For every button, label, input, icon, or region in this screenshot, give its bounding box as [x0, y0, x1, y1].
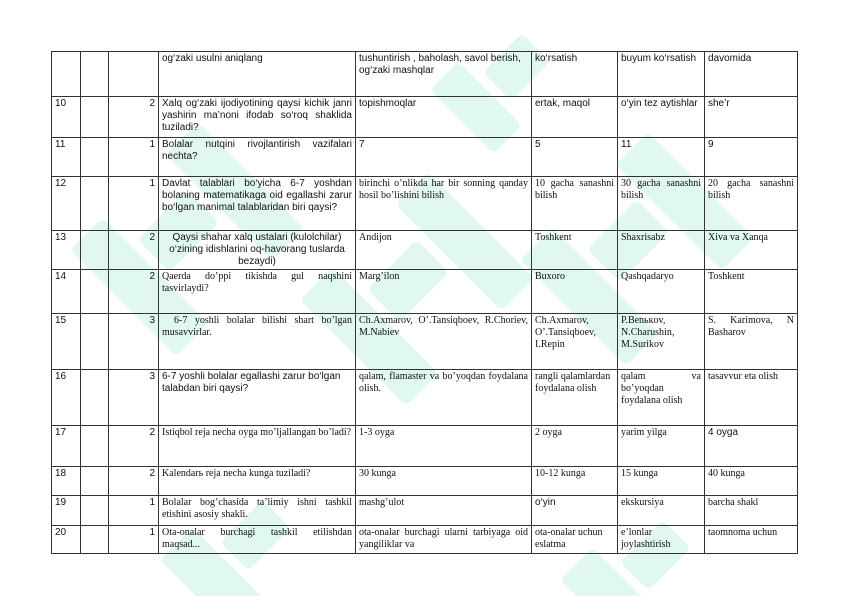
- questions-table: [51, 51, 798, 554]
- answer-b: 10 gacha sanashni bilish: [532, 177, 618, 231]
- answer-d: 20 gacha sanashni bilish: [705, 177, 798, 231]
- answer-d: davomida: [705, 52, 798, 97]
- answer-c: 11: [618, 138, 705, 177]
- answer-b: Buxoro: [532, 270, 618, 314]
- blank-cell: [81, 177, 109, 231]
- row-number: 14: [52, 270, 81, 314]
- answer-b: ko‘rsatish: [532, 52, 618, 97]
- blank-cell: [81, 231, 109, 270]
- row-points: 1: [109, 496, 159, 526]
- answer-d: 9: [705, 138, 798, 177]
- row-points: [109, 52, 159, 97]
- row-points: 3: [109, 314, 159, 370]
- answer-a: 7: [356, 138, 532, 177]
- question-cell: Bolalar bog’chasida ta’limiy ishni tashkil etishini asosiy shakli.: [159, 496, 356, 526]
- table-row: [52, 426, 798, 467]
- row-number: 12: [52, 177, 81, 231]
- question-cell: Xalq og‘zaki ijodiyotining qaysi kichik janri yashirin ma’noni ifodab so‘roq shaklida tuziladi?: [159, 97, 356, 138]
- answer-a: mashg’ulot: [356, 496, 532, 526]
- row-points: 2: [109, 97, 159, 138]
- blank-cell: [81, 270, 109, 314]
- question-cell: Qaysi shahar xalq ustalari (kulolchilar) o‘zining idishlarini oq-havorang tuslarda bezaydi): [159, 231, 356, 270]
- blank-cell: [81, 52, 109, 97]
- row-number: [52, 52, 81, 97]
- row-number: 18: [52, 467, 81, 496]
- blank-cell: [81, 426, 109, 467]
- table-row: [52, 496, 798, 526]
- answer-d: S. Karimova, N Basharov: [705, 314, 798, 370]
- answer-c: buyum ko‘rsatish: [618, 52, 705, 97]
- answer-a: Andijon: [356, 231, 532, 270]
- row-number: 16: [52, 370, 81, 426]
- table-row: [52, 138, 798, 177]
- answer-d: Toshkent: [705, 270, 798, 314]
- answer-d: tasavvur eta olish: [705, 370, 798, 426]
- answer-d: 4 oyga: [705, 426, 798, 467]
- row-points: 2: [109, 270, 159, 314]
- answer-b: ertak, maqol: [532, 97, 618, 138]
- row-points: 2: [109, 467, 159, 496]
- row-number: 15: [52, 314, 81, 370]
- row-points: 2: [109, 231, 159, 270]
- answer-b: 5: [532, 138, 618, 177]
- answer-a: Ch.Axmarov, O’.Tansiqboev, R.Choriev, M.Nabiev: [356, 314, 532, 370]
- answer-d: she’r: [705, 97, 798, 138]
- row-points: 1: [109, 177, 159, 231]
- table-row: [52, 270, 798, 314]
- blank-cell: [81, 314, 109, 370]
- row-points: 2: [109, 426, 159, 467]
- question-cell: Kalendarь reja necha kunga tuziladi?: [159, 467, 356, 496]
- answer-c: e’lonlar joylashtirish: [618, 526, 705, 554]
- row-number: 17: [52, 426, 81, 467]
- table-row: [52, 526, 798, 554]
- answer-b: Toshkent: [532, 231, 618, 270]
- table-row: [52, 467, 798, 496]
- blank-cell: [81, 496, 109, 526]
- answer-d: Xiva va Xanqa: [705, 231, 798, 270]
- blank-cell: [81, 370, 109, 426]
- answer-c: o‘yin tez aytishlar: [618, 97, 705, 138]
- table-row: [52, 231, 798, 270]
- table-row: [52, 314, 798, 370]
- answer-c: 15 kunga: [618, 467, 705, 496]
- answer-a: 30 kunga: [356, 467, 532, 496]
- answer-c: ekskursiya: [618, 496, 705, 526]
- answer-d: taomnoma uchun: [705, 526, 798, 554]
- question-cell: Qaerda do’ppi tikishda gul naqshini tasvirlaydi?: [159, 270, 356, 314]
- question-cell: Ota-onalar burchagi tashkil etilishdan maqsad...: [159, 526, 356, 554]
- row-number: 13: [52, 231, 81, 270]
- answer-a: birinchi o’nlikda har bir sonning qanday hosil bo’lishini bilish: [356, 177, 532, 231]
- answer-c: yarim yilga: [618, 426, 705, 467]
- row-number: 20: [52, 526, 81, 554]
- table-row: [52, 97, 798, 138]
- answer-a: ota-onalar burchagi ularni tarbiyaga oid yangiliklar va: [356, 526, 532, 554]
- answer-b: ota-onalar uchun eslatma: [532, 526, 618, 554]
- answer-a: Marg’ilon: [356, 270, 532, 314]
- answer-b: Ch.Axmarov, O’.Tansiqboev, I.Repin: [532, 314, 618, 370]
- answer-b: o‘yin: [532, 496, 618, 526]
- answer-c: 30 gacha sanashni bilish: [618, 177, 705, 231]
- table-row: [52, 177, 798, 231]
- blank-cell: [81, 138, 109, 177]
- table-row: [52, 370, 798, 426]
- row-number: 10: [52, 97, 81, 138]
- blank-cell: [81, 97, 109, 138]
- question-cell: 6-7 yoshli bolalar egallashi zarur bo‘lgan talabdan biri qaysi?: [159, 370, 356, 426]
- row-points: 1: [109, 138, 159, 177]
- answer-b: 2 oyga: [532, 426, 618, 467]
- question-cell: og‘zaki usulni aniqlang: [159, 52, 356, 97]
- row-points: 1: [109, 526, 159, 554]
- answer-c: qalam va bo’yoqdan foydalana olish: [618, 370, 705, 426]
- answer-a: tushuntirish , baholash, savol berish, og‘zaki mashqlar: [356, 52, 532, 97]
- answer-a: 1-3 oyga: [356, 426, 532, 467]
- table-row: [52, 52, 798, 97]
- row-points: 3: [109, 370, 159, 426]
- question-cell: Davlat talablari bo‘yicha 6-7 yoshdan bolaning matematikaga oid egallashi zarur bo‘lgan manimal talablaridan biri qaysi?: [159, 177, 356, 231]
- answer-a: qalam, flamaster va bo’yoqdan foydalana olish.: [356, 370, 532, 426]
- blank-cell: [81, 467, 109, 496]
- row-number: 19: [52, 496, 81, 526]
- answer-a: topishmoqlar: [356, 97, 532, 138]
- answer-c: Shaxrisabz: [618, 231, 705, 270]
- blank-cell: [81, 526, 109, 554]
- answer-c: P.Benькov, N.Charushin, M.Surikov: [618, 314, 705, 370]
- answer-b: 10-12 kunga: [532, 467, 618, 496]
- row-number: 11: [52, 138, 81, 177]
- question-cell: 6-7 yoshli bolalar bilishi shart bo’lgan musavvirlar.: [159, 314, 356, 370]
- question-cell: Bolalar nutqini rivojlantirish vazifalari nechta?: [159, 138, 356, 177]
- answer-d: 40 kunga: [705, 467, 798, 496]
- question-cell: Istiqbol reja necha oyga mo’ljallangan bo’ladi?: [159, 426, 356, 467]
- answer-c: Qashqadaryo: [618, 270, 705, 314]
- answer-d: barcha shakl: [705, 496, 798, 526]
- answer-b: rangli qalamlardan foydalana olish: [532, 370, 618, 426]
